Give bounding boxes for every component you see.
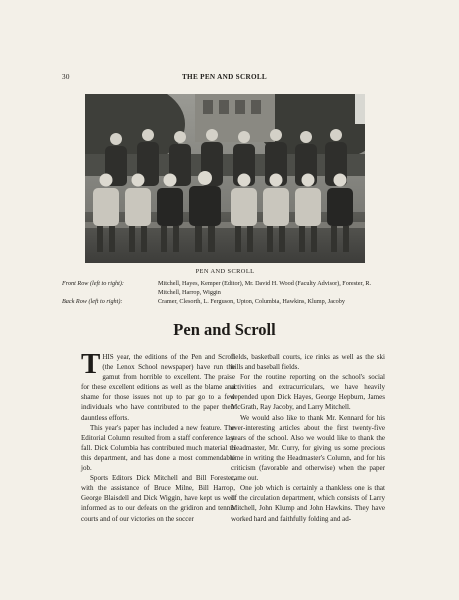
photograph-image [85,94,365,263]
paragraph-text: year, the editions of the Pen and Scroll (the Lenox School newspaper) have run the gamut from horrible to excellent. The praise for these excellent editions as well as the blame and shame for those issues not up to par go to a few individuals who have contributed to the paper their dauntless efforts. [81,353,235,422]
article-paragraph: This year's paper has included a new feature. The Editorial Column resulted from a staff conference last fall. Dick Columbia has contributed much material to this department, and has done a most commendable job. [81,423,235,473]
article-paragraph: Sports Editors Dick Mitchell and Bill Forester, with the assistance of Bruce Milne, Bill Harrop, George Blaisdell and Dick Wiggin, have kept us well informed as to our defeats on the gridiron and tennis courts and of our victories on the soccer [81,474,235,523]
article-title: Pen and Scroll [173,320,276,339]
article-paragraph: We would also like to thank Mr. Kennard for his ever-interesting articles about the first twenty-five years of the school. Also we would like to thank the Headmaster, Mr. Curry, for giving us some precious time in writing the Headmaster's Column, and for his criticism (favorable and otherwise) when the paper came out. [231,413,385,483]
front-row-label-prefix: Front Row [62,280,89,287]
article-right-column [231,352,385,524]
back-row-label-paren: (left to right): [88,298,123,305]
article-left-column [81,348,235,524]
article-paragraph: For the routine reporting on the school's social activities and extracurriculars, we have heavily depended upon Dick Hayes, George Hepburn, James McGrath, Ray Jacoby, and Larry Mitchell. [231,373,385,412]
group-photograph [85,94,365,263]
article-paragraph [81,348,235,423]
first-word-rest: HIS [102,353,114,361]
front-row-label [62,280,154,289]
caption-title: PEN AND SCROLL [195,268,255,275]
back-row-names: Cramer, Clesorth, L. Ferguson, Upton, Columbia, Hawkins, Klump, Jacoby [158,298,345,305]
page-number: 30 [62,73,70,81]
front-row-label-paren: (left to right): [89,280,124,287]
running-head-title: THE PEN AND SCROLL [181,73,268,81]
back-row-label [62,298,154,307]
article-paragraph: fields, basketball courts, ice rinks as well as the ski hills and baseball fields. [231,353,385,372]
front-row-names: Mitchell, Hayes, Kemper (Editor), Mr. David H. Wood (Faculty Advisor), Forester, R. Mitchell, Harrop, Wiggin [158,280,372,296]
drop-cap: T [81,348,101,380]
article-paragraph: One job which is certainly a thankless one is that of the circulation department, which consists of Larry Mitchell, John Klump and John Hawkins. They have worked hard and faithfully folding and ad- [231,484,385,523]
back-row-label-prefix: Back Row [62,298,87,305]
